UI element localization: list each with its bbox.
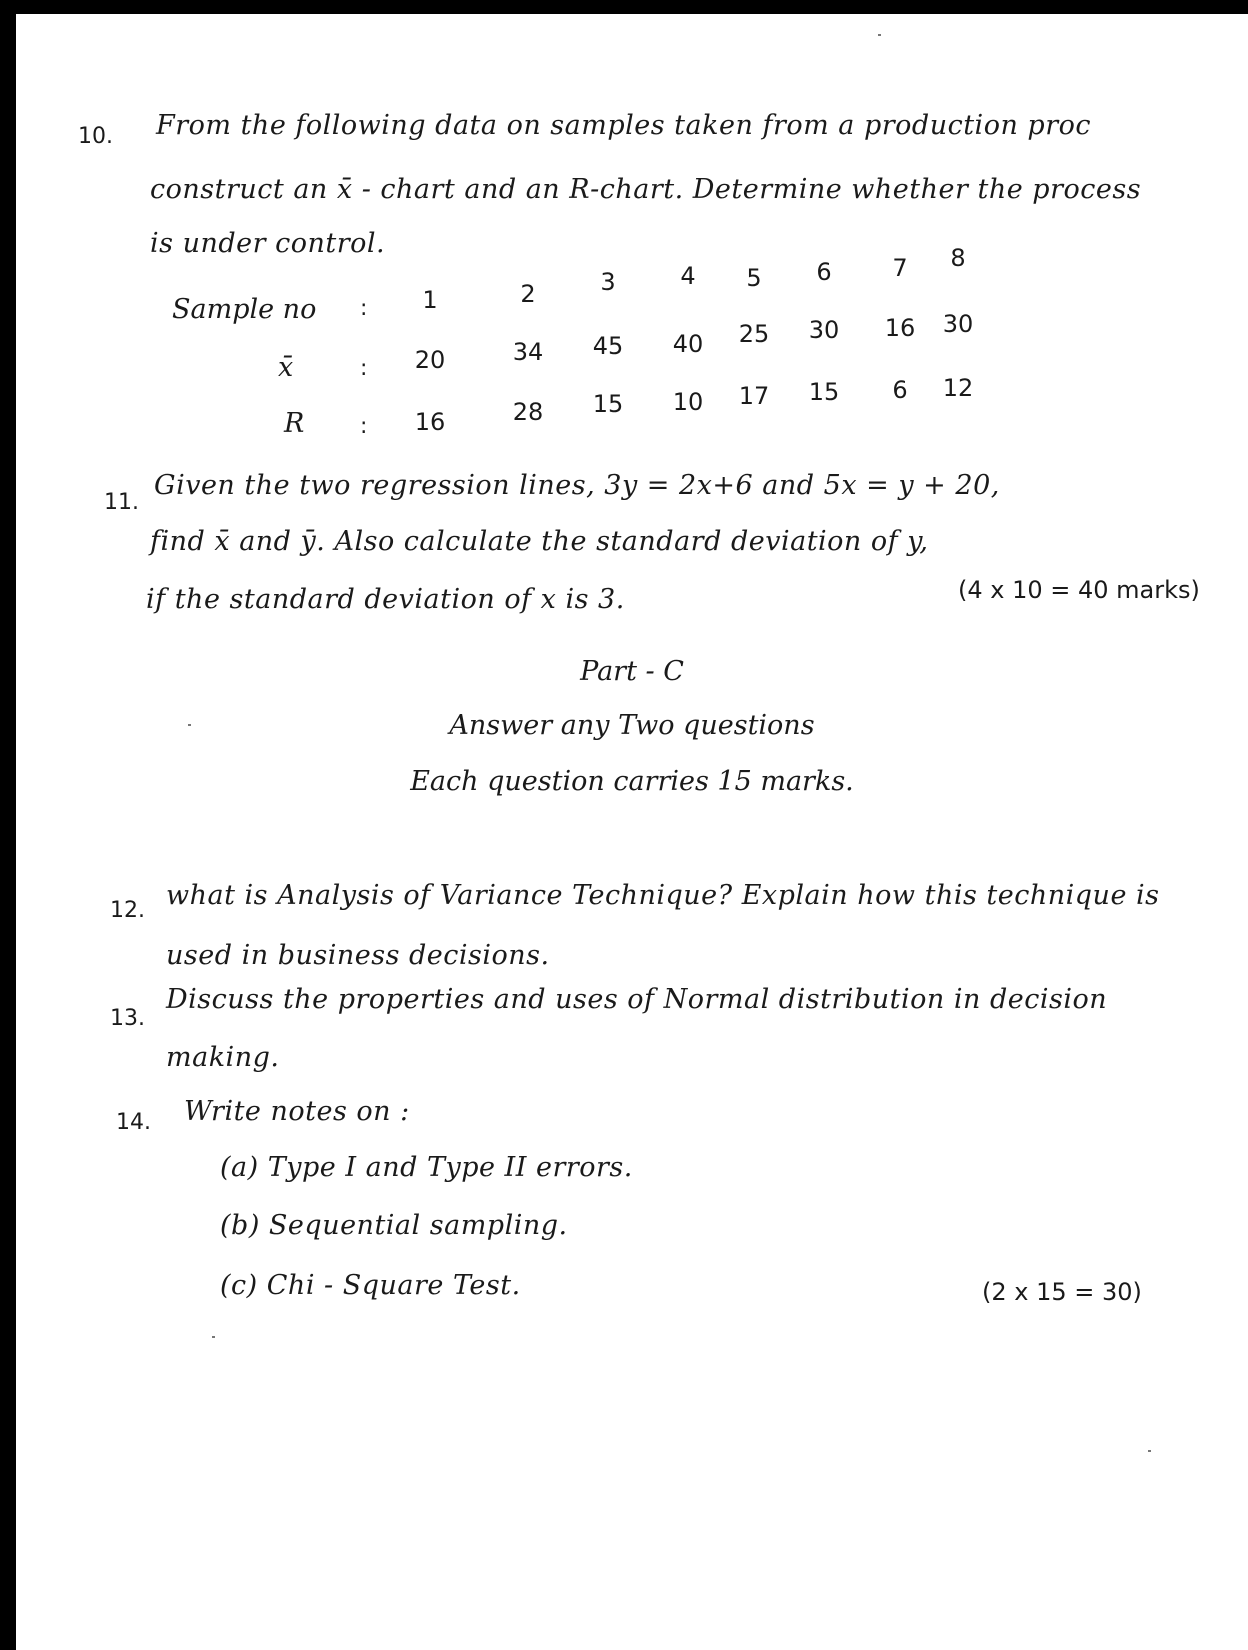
question-12-number: 12. [110, 898, 145, 923]
question-14-number: 14. [116, 1110, 151, 1135]
table-cell: 34 [512, 338, 544, 366]
question-10-line-3: is under control. [150, 228, 386, 259]
question-14-intro: Write notes on : [184, 1096, 410, 1127]
table-cell: 45 [592, 332, 624, 360]
scan-speck [1148, 1450, 1151, 1452]
question-14-item-a: (a) Type I and Type II errors. [220, 1152, 633, 1183]
question-11-line-2: find x̄ and ȳ. Also calculate the standard deviation of y, [150, 526, 929, 557]
question-13-number: 13. [110, 1006, 145, 1031]
table-cell: 16 [414, 408, 446, 436]
exam-page [16, 14, 1248, 1650]
question-10-line-2: construct an x̄ - chart and an R-chart. Determine whether the process [150, 174, 1142, 205]
part-c-instruction-1: Answer any Two questions [449, 710, 815, 741]
table-cell: 10 [672, 388, 704, 416]
question-11-number: 11. [104, 490, 139, 515]
scan-border-top [0, 0, 1248, 14]
part-c-title: Part - C [580, 656, 684, 687]
table-cell: 30 [942, 310, 974, 338]
table-cell: 17 [738, 382, 770, 410]
question-13-line-1: Discuss the properties and uses of Normal distribution in decision [166, 984, 1108, 1015]
scan-speck [878, 34, 881, 36]
table-cell: 28 [512, 398, 544, 426]
table-cell: 12 [942, 374, 974, 402]
table-cell: 15 [592, 390, 624, 418]
table-colon: : [360, 296, 368, 321]
scan-border-left [0, 0, 16, 1650]
question-13-line-2: making. [166, 1042, 280, 1073]
section-c-marks: (2 x 15 = 30) [982, 1278, 1142, 1306]
table-cell: 16 [884, 314, 916, 342]
table-row-label: Sample no [172, 294, 317, 325]
question-11-line-1: Given the two regression lines, 3y = 2x+6 and 5x = y + 20, [154, 470, 1000, 501]
table-cell: 15 [808, 378, 840, 406]
table-colon: : [360, 414, 368, 439]
table-row-label: x̄ [278, 352, 294, 383]
table-cell: 1 [422, 286, 438, 314]
question-12-line-2: used in business decisions. [166, 940, 550, 971]
table-cell: 30 [808, 316, 840, 344]
table-row-label: R [284, 408, 305, 439]
table-cell: 20 [414, 346, 446, 374]
table-colon: : [360, 356, 368, 381]
question-12-line-1: what is Analysis of Variance Technique? Explain how this technique is [166, 880, 1160, 911]
table-cell: 2 [520, 280, 536, 308]
table-cell: 6 [816, 258, 832, 286]
question-10-number: 10. [78, 124, 113, 149]
scan-speck [212, 1336, 215, 1338]
table-cell: 6 [892, 376, 908, 404]
table-cell: 5 [746, 264, 762, 292]
table-cell: 25 [738, 320, 770, 348]
table-cell: 8 [950, 244, 966, 272]
table-cell: 3 [600, 268, 616, 296]
table-cell: 4 [680, 262, 696, 290]
table-cell: 40 [672, 330, 704, 358]
question-14-item-b: (b) Sequential sampling. [220, 1210, 568, 1241]
table-cell: 7 [892, 254, 908, 282]
section-b-marks: (4 x 10 = 40 marks) [958, 576, 1200, 604]
part-c-instruction-2: Each question carries 15 marks. [410, 766, 854, 797]
scan-speck [188, 724, 191, 726]
question-14-item-c: (c) Chi - Square Test. [220, 1270, 521, 1301]
question-11-line-3: if the standard deviation of x is 3. [146, 584, 625, 615]
question-10-line-1: From the following data on samples taken from a production proc [156, 110, 1091, 141]
